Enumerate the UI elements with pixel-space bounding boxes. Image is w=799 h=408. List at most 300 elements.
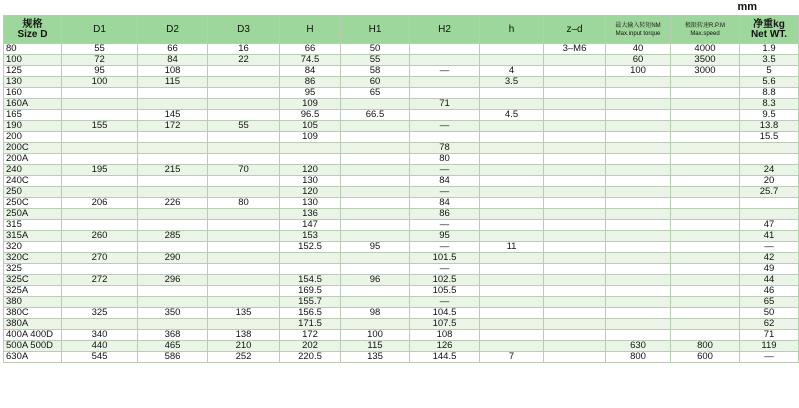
table-cell: 126 bbox=[410, 341, 480, 352]
table-row bbox=[4, 319, 799, 330]
table-cell bbox=[341, 176, 410, 187]
table-cell bbox=[606, 231, 671, 242]
table-cell: 102.5 bbox=[410, 275, 480, 286]
table-cell: 545 bbox=[62, 352, 138, 363]
table-cell: — bbox=[410, 66, 480, 77]
table-cell bbox=[671, 330, 740, 341]
table-row bbox=[4, 165, 799, 176]
table-cell bbox=[606, 286, 671, 297]
table-cell: 130 bbox=[280, 176, 341, 187]
table-cell bbox=[341, 297, 410, 308]
table-cell bbox=[671, 319, 740, 330]
table-cell: 290 bbox=[138, 253, 208, 264]
col-d3: D3 bbox=[208, 16, 280, 44]
table-cell bbox=[341, 198, 410, 209]
row-size-cell: 190 bbox=[4, 121, 62, 132]
table-cell: 800 bbox=[671, 341, 740, 352]
table-cell bbox=[480, 341, 544, 352]
table-cell bbox=[62, 132, 138, 143]
row-size-cell: 240C bbox=[4, 176, 62, 187]
col-hs: h bbox=[480, 16, 544, 44]
table-cell bbox=[544, 77, 606, 88]
table-cell bbox=[544, 242, 606, 253]
table-cell: 270 bbox=[62, 253, 138, 264]
table-cell: 55 bbox=[62, 44, 138, 55]
table-cell bbox=[480, 99, 544, 110]
table-cell bbox=[280, 154, 341, 165]
table-cell bbox=[480, 154, 544, 165]
table-cell: 4000 bbox=[671, 44, 740, 55]
table-cell: 78 bbox=[410, 143, 480, 154]
table-cell: 86 bbox=[280, 77, 341, 88]
table-cell bbox=[138, 209, 208, 220]
table-cell bbox=[280, 264, 341, 275]
table-cell: 120 bbox=[280, 187, 341, 198]
table-cell: 3.5 bbox=[740, 55, 799, 66]
row-size-cell: 315 bbox=[4, 220, 62, 231]
table-cell bbox=[341, 209, 410, 220]
table-cell bbox=[480, 319, 544, 330]
unit-label: mm bbox=[737, 1, 757, 13]
table-row bbox=[4, 231, 799, 242]
table-cell bbox=[208, 209, 280, 220]
table-cell bbox=[544, 264, 606, 275]
table-row bbox=[4, 121, 799, 132]
table-cell bbox=[606, 154, 671, 165]
table-cell bbox=[480, 286, 544, 297]
table-cell bbox=[671, 286, 740, 297]
table-cell bbox=[208, 220, 280, 231]
table-cell bbox=[671, 209, 740, 220]
table-row bbox=[4, 352, 799, 363]
row-size-cell: 380A bbox=[4, 319, 62, 330]
table-cell bbox=[208, 297, 280, 308]
col-size: 规格 Size D bbox=[4, 16, 62, 44]
table-cell: 169.5 bbox=[280, 286, 341, 297]
table-cell bbox=[62, 176, 138, 187]
table-cell bbox=[606, 275, 671, 286]
table-cell bbox=[62, 110, 138, 121]
table-cell bbox=[208, 66, 280, 77]
table-cell: 340 bbox=[62, 330, 138, 341]
table-cell: 135 bbox=[341, 352, 410, 363]
col-torque: 最大输入转矩NM Max.input torque bbox=[606, 16, 671, 44]
table-row bbox=[4, 132, 799, 143]
table-cell: 8.3 bbox=[740, 99, 799, 110]
table-cell bbox=[544, 198, 606, 209]
table-cell: 136 bbox=[280, 209, 341, 220]
table-cell bbox=[544, 132, 606, 143]
table-row bbox=[4, 297, 799, 308]
table-row bbox=[4, 99, 799, 110]
table-cell bbox=[341, 99, 410, 110]
table-cell: 40 bbox=[606, 44, 671, 55]
table-cell: 66 bbox=[138, 44, 208, 55]
table-cell: 70 bbox=[208, 165, 280, 176]
table-cell bbox=[606, 264, 671, 275]
col-h2: H2 bbox=[410, 16, 480, 44]
col-weight: 净重kg Net WT. bbox=[740, 16, 799, 44]
table-cell bbox=[138, 220, 208, 231]
table-cell bbox=[606, 110, 671, 121]
row-size-cell: 325A bbox=[4, 286, 62, 297]
table-cell bbox=[480, 308, 544, 319]
table-cell bbox=[341, 143, 410, 154]
table-row bbox=[4, 187, 799, 198]
table-cell bbox=[544, 319, 606, 330]
table-cell: 155.7 bbox=[280, 297, 341, 308]
table-cell: 44 bbox=[740, 275, 799, 286]
table-cell bbox=[410, 88, 480, 99]
table-cell: 20 bbox=[740, 176, 799, 187]
table-cell bbox=[544, 220, 606, 231]
table-cell bbox=[208, 253, 280, 264]
table-cell: 226 bbox=[138, 198, 208, 209]
table-cell: 4.5 bbox=[480, 110, 544, 121]
table-cell bbox=[671, 242, 740, 253]
table-cell bbox=[208, 132, 280, 143]
row-size-cell: 160A bbox=[4, 99, 62, 110]
table-cell: 285 bbox=[138, 231, 208, 242]
table-cell: 202 bbox=[280, 341, 341, 352]
table-cell bbox=[606, 297, 671, 308]
table-cell bbox=[671, 99, 740, 110]
table-cell: 105 bbox=[280, 121, 341, 132]
table-cell: 71 bbox=[410, 99, 480, 110]
header-row bbox=[4, 16, 799, 44]
table-cell bbox=[606, 132, 671, 143]
table-cell: 5 bbox=[740, 66, 799, 77]
table-cell bbox=[208, 99, 280, 110]
table-cell bbox=[341, 121, 410, 132]
table-cell: 109 bbox=[280, 132, 341, 143]
row-size-cell: 100 bbox=[4, 55, 62, 66]
table-cell bbox=[138, 143, 208, 154]
table-cell bbox=[544, 253, 606, 264]
table-cell: 41 bbox=[740, 231, 799, 242]
table-cell bbox=[208, 242, 280, 253]
table-cell: 100 bbox=[341, 330, 410, 341]
row-size-cell: 80 bbox=[4, 44, 62, 55]
table-cell bbox=[341, 264, 410, 275]
col-h: H bbox=[280, 16, 341, 44]
table-row bbox=[4, 264, 799, 275]
spec-table bbox=[3, 15, 799, 363]
table-cell bbox=[671, 231, 740, 242]
table-cell bbox=[544, 341, 606, 352]
table-row bbox=[4, 220, 799, 231]
table-cell: 80 bbox=[208, 198, 280, 209]
table-cell bbox=[606, 319, 671, 330]
table-cell bbox=[606, 121, 671, 132]
table-cell: 95 bbox=[410, 231, 480, 242]
table-cell: 260 bbox=[62, 231, 138, 242]
table-cell bbox=[606, 187, 671, 198]
table-cell bbox=[208, 264, 280, 275]
table-cell: 71 bbox=[740, 330, 799, 341]
table-cell bbox=[740, 154, 799, 165]
table-cell bbox=[544, 297, 606, 308]
table-cell bbox=[62, 99, 138, 110]
table-cell: 95 bbox=[62, 66, 138, 77]
table-cell bbox=[606, 330, 671, 341]
table-cell: 1.9 bbox=[740, 44, 799, 55]
table-cell bbox=[208, 88, 280, 99]
table-cell: 156.5 bbox=[280, 308, 341, 319]
col-h1: H1 bbox=[341, 16, 410, 44]
row-size-cell: 630A bbox=[4, 352, 62, 363]
table-cell: 84 bbox=[138, 55, 208, 66]
table-cell: 465 bbox=[138, 341, 208, 352]
table-cell: 9.5 bbox=[740, 110, 799, 121]
table-cell bbox=[62, 220, 138, 231]
table-cell bbox=[606, 220, 671, 231]
row-size-cell: 160 bbox=[4, 88, 62, 99]
table-cell bbox=[62, 143, 138, 154]
table-row bbox=[4, 176, 799, 187]
table-cell bbox=[280, 143, 341, 154]
table-cell bbox=[341, 165, 410, 176]
row-size-cell: 315A bbox=[4, 231, 62, 242]
table-cell bbox=[544, 110, 606, 121]
table-cell bbox=[410, 110, 480, 121]
table-cell bbox=[671, 275, 740, 286]
table-cell bbox=[480, 44, 544, 55]
row-size-cell: 325 bbox=[4, 264, 62, 275]
table-cell: 60 bbox=[341, 77, 410, 88]
table-cell bbox=[410, 55, 480, 66]
table-cell: 80 bbox=[410, 154, 480, 165]
table-cell: 600 bbox=[671, 352, 740, 363]
table-cell: 16 bbox=[208, 44, 280, 55]
table-cell bbox=[280, 253, 341, 264]
col-d1: D1 bbox=[62, 16, 138, 44]
row-size-cell: 320C bbox=[4, 253, 62, 264]
table-cell bbox=[341, 319, 410, 330]
table-cell: 630 bbox=[606, 341, 671, 352]
table-row bbox=[4, 143, 799, 154]
table-cell: 115 bbox=[341, 341, 410, 352]
table-cell: 46 bbox=[740, 286, 799, 297]
table-cell bbox=[544, 308, 606, 319]
table-row bbox=[4, 286, 799, 297]
table-cell: 138 bbox=[208, 330, 280, 341]
table-cell bbox=[606, 242, 671, 253]
table-cell: 145 bbox=[138, 110, 208, 121]
table-cell bbox=[544, 187, 606, 198]
table-cell bbox=[480, 330, 544, 341]
row-size-cell: 250C bbox=[4, 198, 62, 209]
table-cell bbox=[671, 121, 740, 132]
table-cell: — bbox=[410, 187, 480, 198]
table-cell: 66.5 bbox=[341, 110, 410, 121]
table-cell: 22 bbox=[208, 55, 280, 66]
table-cell bbox=[480, 253, 544, 264]
table-cell: 96 bbox=[341, 275, 410, 286]
table-cell bbox=[740, 209, 799, 220]
table-cell: 98 bbox=[341, 308, 410, 319]
table-cell: 50 bbox=[341, 44, 410, 55]
table-row bbox=[4, 242, 799, 253]
table-cell bbox=[138, 286, 208, 297]
table-cell bbox=[671, 308, 740, 319]
table-cell bbox=[138, 88, 208, 99]
table-cell bbox=[544, 352, 606, 363]
table-cell: 3500 bbox=[671, 55, 740, 66]
row-size-cell: 250 bbox=[4, 187, 62, 198]
table-cell bbox=[138, 154, 208, 165]
table-cell bbox=[208, 275, 280, 286]
row-size-cell: 320 bbox=[4, 242, 62, 253]
table-row bbox=[4, 330, 799, 341]
table-cell: 171.5 bbox=[280, 319, 341, 330]
table-cell: 25.7 bbox=[740, 187, 799, 198]
table-cell bbox=[671, 110, 740, 121]
row-size-cell: 200C bbox=[4, 143, 62, 154]
table-cell: 104.5 bbox=[410, 308, 480, 319]
table-cell: 153 bbox=[280, 231, 341, 242]
table-cell bbox=[480, 143, 544, 154]
table-cell bbox=[671, 143, 740, 154]
table-cell: 206 bbox=[62, 198, 138, 209]
table-row bbox=[4, 209, 799, 220]
row-size-cell: 380 bbox=[4, 297, 62, 308]
table-row bbox=[4, 77, 799, 88]
row-size-cell: 240 bbox=[4, 165, 62, 176]
table-cell bbox=[480, 209, 544, 220]
table-cell: 210 bbox=[208, 341, 280, 352]
table-cell: 195 bbox=[62, 165, 138, 176]
table-cell: 58 bbox=[341, 66, 410, 77]
table-row bbox=[4, 66, 799, 77]
table-cell: 24 bbox=[740, 165, 799, 176]
table-row bbox=[4, 154, 799, 165]
table-cell: 220.5 bbox=[280, 352, 341, 363]
table-cell: 11 bbox=[480, 242, 544, 253]
table-cell: 105.5 bbox=[410, 286, 480, 297]
table-cell bbox=[208, 319, 280, 330]
table-cell bbox=[208, 110, 280, 121]
table-cell bbox=[606, 176, 671, 187]
table-cell: 15.5 bbox=[740, 132, 799, 143]
table-cell bbox=[606, 143, 671, 154]
table-cell bbox=[671, 187, 740, 198]
table-body bbox=[4, 44, 799, 363]
table-cell bbox=[480, 297, 544, 308]
table-cell: 60 bbox=[606, 55, 671, 66]
table-cell bbox=[606, 88, 671, 99]
table-cell: 3–M6 bbox=[544, 44, 606, 55]
table-cell bbox=[341, 286, 410, 297]
table-cell: 368 bbox=[138, 330, 208, 341]
table-cell bbox=[671, 253, 740, 264]
table-cell: 325 bbox=[62, 308, 138, 319]
table-cell: 252 bbox=[208, 352, 280, 363]
table-cell bbox=[138, 297, 208, 308]
table-row bbox=[4, 55, 799, 66]
table-cell: 84 bbox=[410, 198, 480, 209]
table-cell: 350 bbox=[138, 308, 208, 319]
table-cell bbox=[208, 143, 280, 154]
table-cell bbox=[62, 154, 138, 165]
table-cell: — bbox=[410, 297, 480, 308]
table-cell bbox=[544, 55, 606, 66]
table-cell bbox=[138, 242, 208, 253]
table-cell bbox=[208, 231, 280, 242]
table-cell bbox=[62, 242, 138, 253]
table-cell bbox=[341, 231, 410, 242]
table-cell: 296 bbox=[138, 275, 208, 286]
table-cell bbox=[480, 198, 544, 209]
table-cell: 62 bbox=[740, 319, 799, 330]
table-cell bbox=[480, 165, 544, 176]
table-cell: 86 bbox=[410, 209, 480, 220]
table-cell: 8.8 bbox=[740, 88, 799, 99]
table-row bbox=[4, 341, 799, 352]
table-cell bbox=[544, 66, 606, 77]
table-cell bbox=[138, 99, 208, 110]
table-cell bbox=[480, 176, 544, 187]
table-cell bbox=[62, 209, 138, 220]
table-cell bbox=[544, 275, 606, 286]
table-cell: 84 bbox=[410, 176, 480, 187]
row-size-cell: 200A bbox=[4, 154, 62, 165]
table-cell: 3000 bbox=[671, 66, 740, 77]
table-cell bbox=[62, 286, 138, 297]
table-cell bbox=[480, 55, 544, 66]
table-row bbox=[4, 44, 799, 55]
table-cell: 96.5 bbox=[280, 110, 341, 121]
table-cell: 155 bbox=[62, 121, 138, 132]
table-cell bbox=[138, 176, 208, 187]
table-cell bbox=[544, 231, 606, 242]
table-cell: 172 bbox=[138, 121, 208, 132]
col-d2: D2 bbox=[138, 16, 208, 44]
table-cell: 72 bbox=[62, 55, 138, 66]
table-cell bbox=[480, 231, 544, 242]
table-cell bbox=[671, 132, 740, 143]
row-size-cell: 500A 500D bbox=[4, 341, 62, 352]
table-cell bbox=[671, 198, 740, 209]
table-cell bbox=[410, 132, 480, 143]
table-cell bbox=[544, 286, 606, 297]
table-cell bbox=[62, 319, 138, 330]
table-cell bbox=[544, 165, 606, 176]
row-size-cell: 165 bbox=[4, 110, 62, 121]
table-cell bbox=[138, 264, 208, 275]
table-cell bbox=[138, 319, 208, 330]
table-cell bbox=[671, 264, 740, 275]
table-cell: 100 bbox=[606, 66, 671, 77]
table-cell: 50 bbox=[740, 308, 799, 319]
table-cell: 65 bbox=[740, 297, 799, 308]
table-cell bbox=[544, 176, 606, 187]
row-size-cell: 200 bbox=[4, 132, 62, 143]
table-cell: 115 bbox=[138, 77, 208, 88]
table-cell bbox=[62, 297, 138, 308]
table-cell: 101.5 bbox=[410, 253, 480, 264]
table-cell bbox=[671, 88, 740, 99]
table-cell bbox=[480, 88, 544, 99]
table-cell bbox=[606, 308, 671, 319]
table-cell: 120 bbox=[280, 165, 341, 176]
table-cell: — bbox=[410, 264, 480, 275]
table-cell bbox=[208, 187, 280, 198]
table-cell bbox=[208, 154, 280, 165]
row-size-cell: 125 bbox=[4, 66, 62, 77]
col-zd: z–d bbox=[544, 16, 606, 44]
table-cell: 800 bbox=[606, 352, 671, 363]
